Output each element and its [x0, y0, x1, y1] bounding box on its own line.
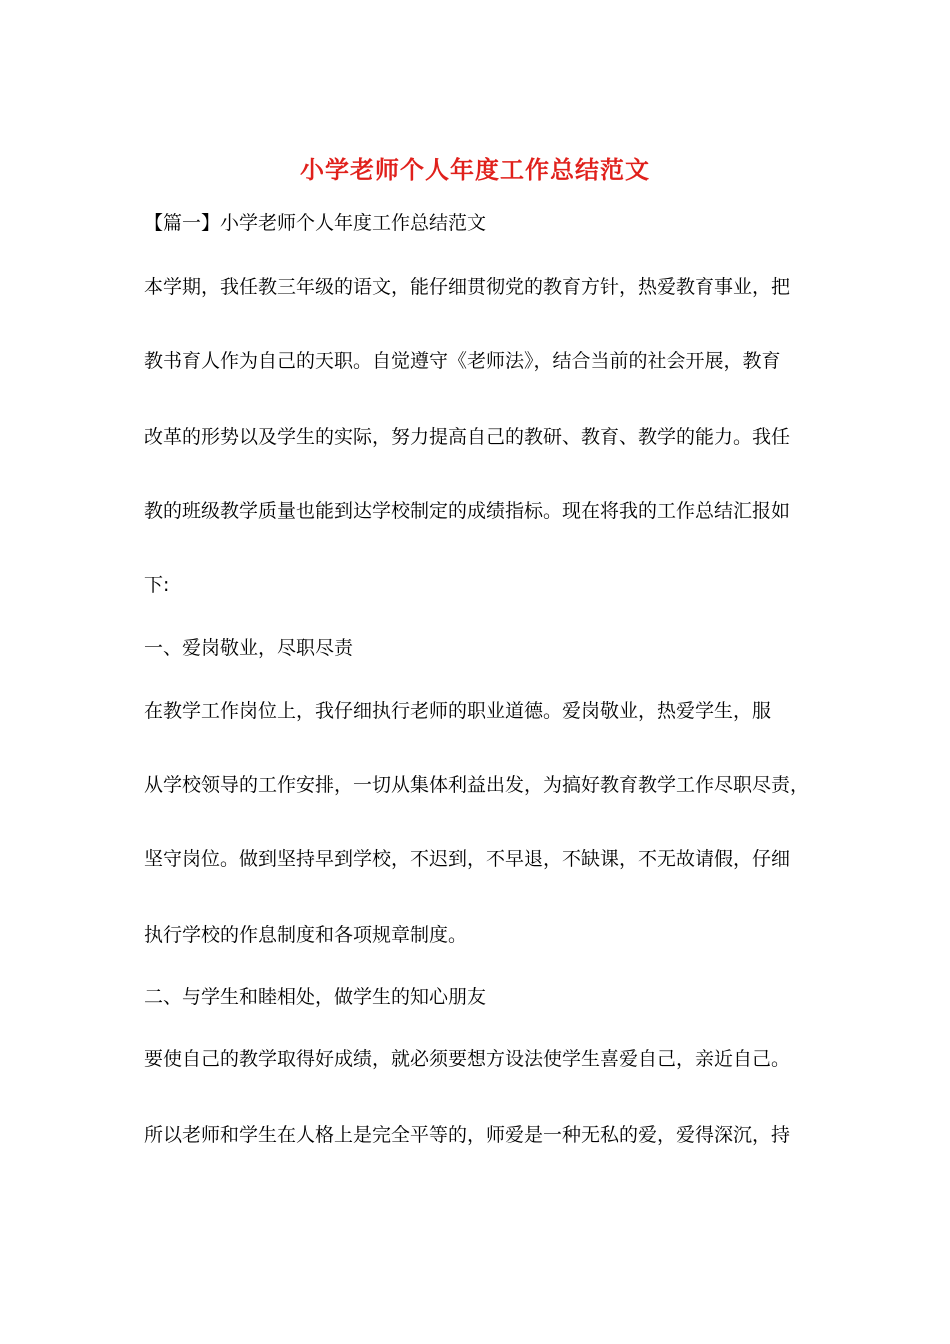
paragraph-line: 教书育人作为自己的天职。自觉遵守《老师法》，结合当前的社会开展，教育 — [144, 350, 781, 372]
section-heading: 二、与学生和睦相处，做学生的知心朋友 — [144, 986, 487, 1008]
section-heading: 【篇一】小学老师个人年度工作总结范文 — [144, 212, 487, 234]
document-title: 小学老师个人年度工作总结范文 — [300, 155, 650, 184]
paragraph-line: 教的班级教学质量也能到达学校制定的成绩指标。现在将我的工作总结汇报如 — [144, 500, 791, 522]
paragraph-line: 坚守岗位。做到坚持早到学校，不迟到，不早退，不缺课，不无故请假，仔细 — [144, 848, 791, 870]
paragraph-line: 从学校领导的工作安排，一切从集体利益出发，为搞好教育教学工作尽职尽责， — [144, 774, 810, 796]
paragraph-line: 下: — [144, 574, 170, 596]
paragraph-line: 在教学工作岗位上，我仔细执行老师的职业道德。爱岗敬业，热爱学生，服 — [144, 700, 772, 722]
paragraph-line: 要使自己的教学取得好成绩，就必须要想方设法使学生喜爱自己，亲近自己。 — [144, 1048, 791, 1070]
paragraph-line: 改革的形势以及学生的实际，努力提高自己的教研、教育、教学的能力。我任 — [144, 426, 791, 448]
paragraph-line: 执行学校的作息制度和各项规章制度。 — [144, 924, 468, 946]
paragraph-line: 本学期，我任教三年级的语文，能仔细贯彻党的教育方针，热爱教育事业，把 — [144, 276, 791, 298]
paragraph-line: 所以老师和学生在人格上是完全平等的，师爱是一种无私的爱，爱得深沉，持 — [144, 1124, 791, 1146]
section-heading: 一、爱岗敬业，尽职尽责 — [144, 637, 354, 659]
